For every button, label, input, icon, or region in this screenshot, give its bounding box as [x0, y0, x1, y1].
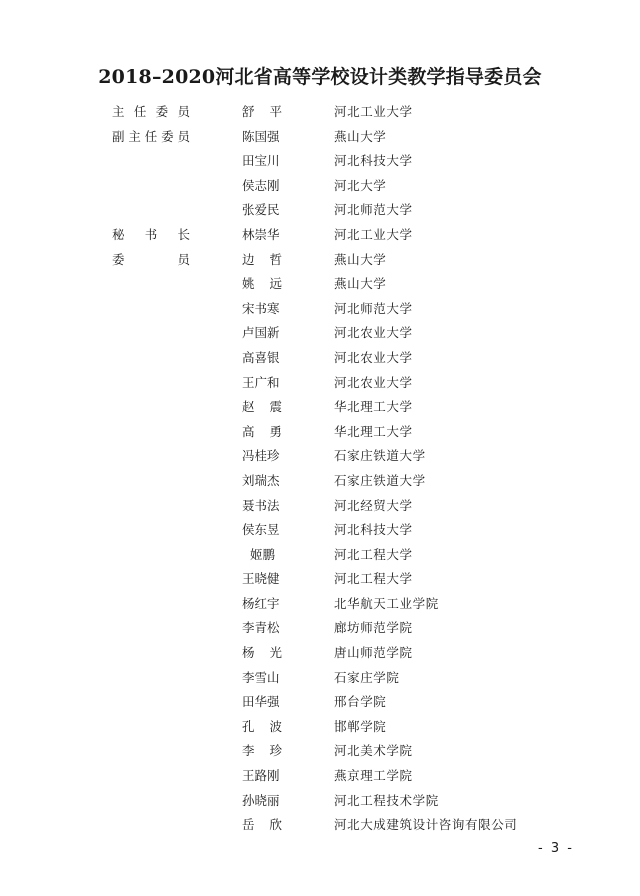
roster-row: [0, 689, 640, 714]
roster-row: [0, 468, 640, 493]
member-name: 舒 平: [242, 104, 282, 119]
member-organization: 燕山大学: [334, 251, 387, 267]
member-organization: 河北工业大学: [334, 226, 413, 242]
member-organization: 邢台学院: [334, 694, 387, 710]
member-name: 林崇华: [242, 226, 280, 242]
member-organization: 北华航天工业学院: [334, 595, 439, 611]
roster-row: [0, 738, 640, 763]
member-name: 宋书寒: [242, 300, 280, 316]
member-organization: 河北科技大学: [334, 153, 413, 169]
roster-row: [0, 812, 640, 837]
roster-row: [0, 493, 640, 518]
member-name: 刘瑞杰: [242, 472, 280, 488]
member-organization: 华北理工大学: [334, 399, 413, 415]
member-name: 王晓健: [242, 571, 280, 587]
roster-row: [0, 591, 640, 616]
roster-row: [0, 665, 640, 690]
member-organization: 河北工程大学: [334, 571, 413, 587]
roster-row: [0, 542, 640, 567]
member-name: 李雪山: [242, 669, 280, 685]
member-name: 王路刚: [242, 768, 280, 784]
member-name: 孔 波: [242, 718, 282, 734]
roster-row: [0, 173, 640, 198]
member-organization: 唐山师范学院: [334, 645, 413, 661]
roster-row: [0, 640, 640, 665]
member-organization: 河北大学: [334, 177, 387, 193]
member-organization: 河北大成建筑设计咨询有限公司: [334, 817, 518, 833]
member-organization: 河北农业大学: [334, 325, 413, 341]
roster-row: [0, 566, 640, 591]
member-name: 姬鹏: [250, 546, 276, 562]
member-name: 杨 光: [242, 645, 282, 661]
roster-row: [0, 394, 640, 419]
member-name: 岳 欣: [242, 817, 282, 833]
member-name: 侯东昱: [242, 522, 280, 538]
member-organization: 河北工程大学: [334, 546, 413, 562]
member-organization: 石家庄铁道大学: [334, 472, 426, 488]
roster-row: [0, 320, 640, 345]
member-name: 冯桂珍: [242, 448, 280, 464]
member-organization: 河北美术学院: [334, 743, 413, 759]
member-role: 副 主 任 委 员: [112, 128, 190, 144]
member-organization: 河北师范大学: [334, 300, 413, 316]
member-organization: 华北理工大学: [334, 423, 413, 439]
member-name: 边 哲: [242, 251, 282, 267]
roster-row: [0, 419, 640, 444]
document-title: 2018–2020河北省高等学校设计类教学指导委员会: [98, 66, 542, 88]
roster-row: [0, 763, 640, 788]
member-name: 聂书法: [242, 497, 280, 513]
member-organization: 燕京理工学院: [334, 768, 413, 784]
roster-row: [0, 222, 640, 247]
member-organization: 河北经贸大学: [334, 497, 413, 513]
member-organization: 河北农业大学: [334, 349, 413, 365]
member-name: 李青松: [242, 620, 280, 636]
member-name: 侯志刚: [242, 177, 280, 193]
member-name: 高 勇: [242, 423, 282, 439]
member-organization: 燕山大学: [334, 276, 387, 292]
member-organization: 邯郸学院: [334, 718, 387, 734]
member-organization: 河北师范大学: [334, 202, 413, 218]
roster-row: [0, 148, 640, 173]
roster-row: [0, 517, 640, 542]
member-organization: 燕山大学: [334, 128, 387, 144]
member-name: 姚 远: [242, 276, 282, 292]
member-name: 赵 震: [242, 399, 282, 415]
member-name: 孙晓丽: [242, 792, 280, 808]
member-name: 李 珍: [242, 743, 282, 759]
roster-row: [0, 99, 640, 124]
member-name: 杨红宇: [242, 595, 280, 611]
member-name: 田华强: [242, 694, 280, 710]
roster-row: [0, 443, 640, 468]
member-role: 委 员: [112, 251, 190, 267]
roster-row: [0, 197, 640, 222]
member-organization: 廊坊师范学院: [334, 620, 413, 636]
member-name: 陈国强: [242, 128, 280, 144]
member-organization: 河北工程技术学院: [334, 792, 439, 808]
roster-row: [0, 296, 640, 321]
roster-row: [0, 615, 640, 640]
member-organization: 河北科技大学: [334, 522, 413, 538]
member-name: 田宝川: [242, 153, 280, 169]
member-organization: 石家庄铁道大学: [334, 448, 426, 464]
committee-roster: [0, 99, 640, 837]
member-name: 高喜银: [242, 349, 280, 365]
roster-row: [0, 370, 640, 395]
roster-row: [0, 788, 640, 813]
member-organization: 河北农业大学: [334, 374, 413, 390]
member-name: 张爱民: [242, 202, 280, 218]
roster-row: [0, 345, 640, 370]
roster-row: [0, 124, 640, 149]
roster-row: [0, 714, 640, 739]
page-number: - 3 -: [538, 841, 574, 856]
member-organization: 石家庄学院: [334, 669, 400, 685]
member-role: 主 任 委 员: [112, 104, 190, 119]
member-organization: 河北工业大学: [334, 104, 413, 119]
roster-row: [0, 271, 640, 296]
member-name: 王广和: [242, 374, 280, 390]
member-role: 秘 书 长: [112, 226, 190, 242]
member-name: 卢国新: [242, 325, 280, 341]
roster-row: [0, 247, 640, 272]
